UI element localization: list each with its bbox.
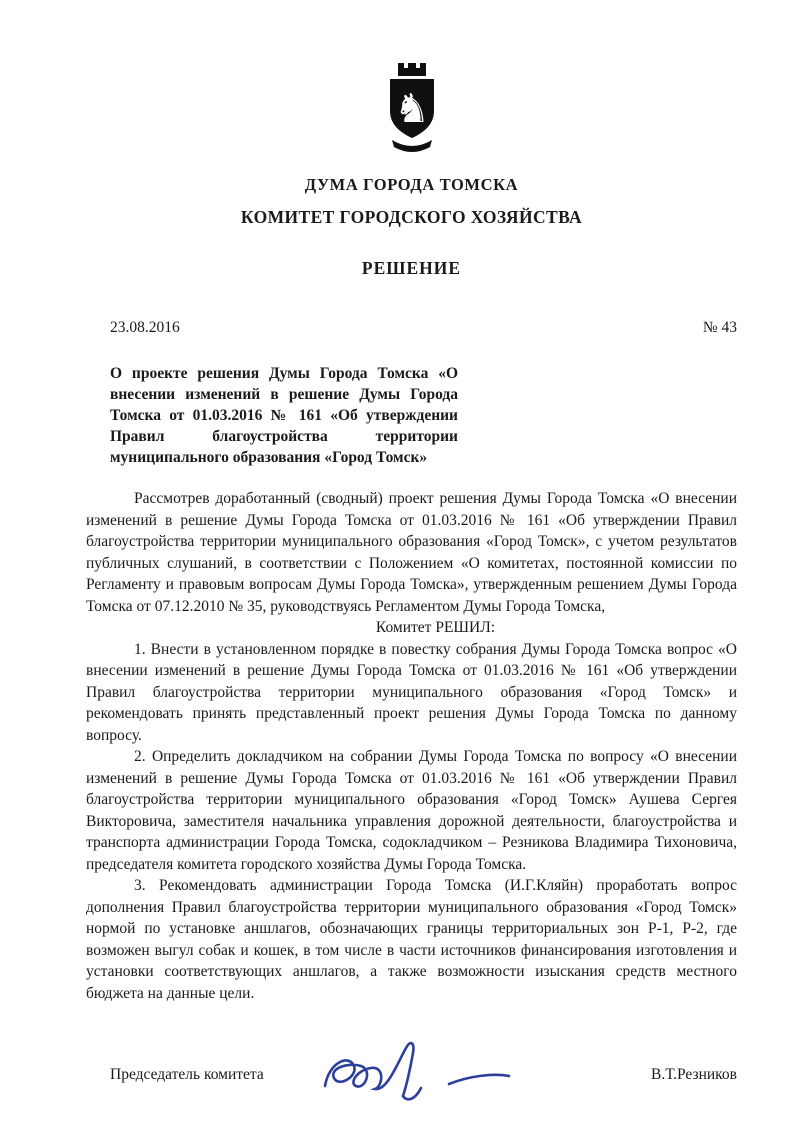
doc-date: 23.08.2016 — [110, 319, 180, 336]
emblem-wrap — [86, 60, 737, 165]
signature-block — [86, 1066, 737, 1084]
resolution-item-3: 3. Рекомендовать администрации Города Томска (И.Г.Кляйн) проработать вопрос дополнения Правил благоустройства территории муниципального образования «Город Томск» нормой по установке аншлагов, обозначающих границы территориальных зон Р-1, Р-2, где возможен выгул собак и кошек, в том числе в части источников финансирования изготовления и установки соответствующих аншлагов, а также возможности изыскания средств местного бюджета на данные цели. — [86, 877, 737, 1002]
organization-name: ДУМА ГОРОДА ТОМСКА — [304, 175, 519, 194]
horse-icon: ♞ — [393, 86, 430, 132]
header-block — [86, 175, 737, 279]
tomsk-coat-of-arms-icon — [381, 60, 443, 160]
resolution-item-1: 1. Внести в установленном порядке в повестку собрания Думы Города Томска вопрос «О внесении изменений в решение Думы Города Томска от 01.03.2016 № 161 «Об утверждении Правил благоустройства территории муниципального образования «Город Томск» и рекомендовать принять представленный проект решения Думы Города Томска по данному вопросу. — [86, 640, 737, 744]
doc-type-heading: РЕШЕНИЕ — [361, 258, 462, 278]
handwritten-signature — [311, 1028, 571, 1118]
committee-name: КОМИТЕТ ГОРОДСКОГО ХОЗЯЙСТВА — [240, 207, 583, 227]
meta-row — [86, 319, 737, 337]
signer-name: В.Т.Резников — [650, 1066, 737, 1083]
resolution-heading: Комитет РЕШИЛ: — [375, 619, 496, 636]
intro-paragraph: Рассмотрев доработанный (сводный) проект решения Думы Города Томска «О внесении изменений в решение Думы Города Томска от 01.03.2016 № 161 «Об утверждении Правил благоустройства территории муниципального образования «Город Томск», с учетом результатов публичных слушаний, в соответствии с Положением «О комитетах, постоянной комиссии по Регламенту и правовым вопросам Думы Города Томска», утвержденным решением Думы Города Томска от 07.12.2010 № 35, руководствуясь Регламентом Думы Города Томска, — [86, 490, 737, 615]
signer-title: Председатель комитета — [110, 1066, 264, 1083]
doc-subject: О проекте решения Думы Города Томска «О внесении изменений в решение Думы Города Томска от 01.03.2016 № 161 «Об утверждении Правил благоустройства территории муниципального образования «Город Томск» — [110, 365, 458, 466]
resolution-item-2: 2. Определить докладчиком на собрании Думы Города Томска по вопросу «О внесении изменений в решение Думы Города Томска от 01.03.2016 № 161 «Об утверждении Правил благоустройства территории муниципального образования «Город Томск» Аушева Сергея Викторовича, заместителя начальника управления дорожной деятельности, благоустройства и транспорта администрации Города Томска, содокладчиком – Резникова Владимира Тихоновича, председателя комитета городского хозяйства Думы Города Томска. — [86, 748, 737, 873]
doc-number: № 43 — [702, 319, 737, 336]
doc-body — [86, 488, 737, 1004]
